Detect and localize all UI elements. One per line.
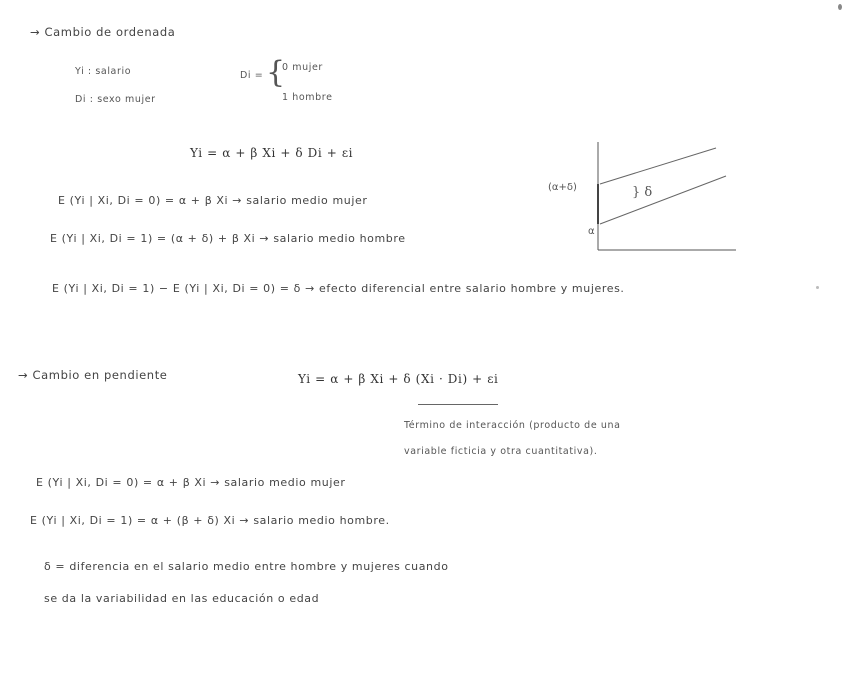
- graph-line-hombre: [600, 148, 716, 184]
- expectation-hombre-1: E (Yi | Xi, Di = 1) = (α + δ) + β Xi → salario medio hombre: [50, 232, 406, 245]
- conclusion-line-2: se da la variabilidad en las educación o edad: [44, 592, 320, 605]
- section1-title: → Cambio de ordenada: [30, 25, 176, 39]
- conclusion-line-1: δ = diferencia en el salario medio entre hombre y mujeres cuando: [44, 560, 449, 573]
- scan-speck: [838, 4, 842, 10]
- interaction-term-underline: [418, 404, 498, 405]
- dummy-case-mujer: 0 mujer: [282, 62, 323, 73]
- graph-label-upper: (α+δ): [548, 182, 577, 193]
- dummy-lhs: Di =: [240, 70, 264, 81]
- definition-d: Di : sexo mujer: [75, 94, 156, 105]
- parallel-lines-sketch: [540, 138, 740, 258]
- interaction-term-cont: variable ficticia y otra cuantitativa).: [404, 446, 598, 457]
- graph-line-mujer: [600, 176, 726, 224]
- expectation-difference: E (Yi | Xi, Di = 1) − E (Yi | Xi, Di = 0) = δ → efecto diferencial entre salario hombre y mujeres.: [52, 282, 625, 295]
- dummy-case-hombre: 1 hombre: [282, 92, 333, 103]
- expectation-mujer-1: E (Yi | Xi, Di = 0) = α + β Xi → salario medio mujer: [58, 194, 368, 207]
- dummy-brace-icon: {: [266, 55, 286, 90]
- interaction-term-title: Término de interacción (producto de una: [404, 420, 621, 431]
- section2-title: → Cambio en pendiente: [18, 368, 168, 382]
- scan-speck: [816, 286, 819, 289]
- expectation-hombre-2: E (Yi | Xi, Di = 1) = α + (β + δ) Xi → salario medio hombre.: [30, 514, 390, 527]
- model-intercept-shift: Yi = α + β Xi + δ Di + εi: [190, 146, 354, 160]
- definition-y: Yi : salario: [75, 66, 132, 77]
- graph-gap-label: } δ: [632, 185, 653, 200]
- expectation-mujer-2: E (Yi | Xi, Di = 0) = α + β Xi → salario medio mujer: [36, 476, 346, 489]
- model-slope-shift: Yi = α + β Xi + δ (Xi · Di) + εi: [298, 372, 499, 386]
- graph-label-lower: α: [588, 226, 595, 237]
